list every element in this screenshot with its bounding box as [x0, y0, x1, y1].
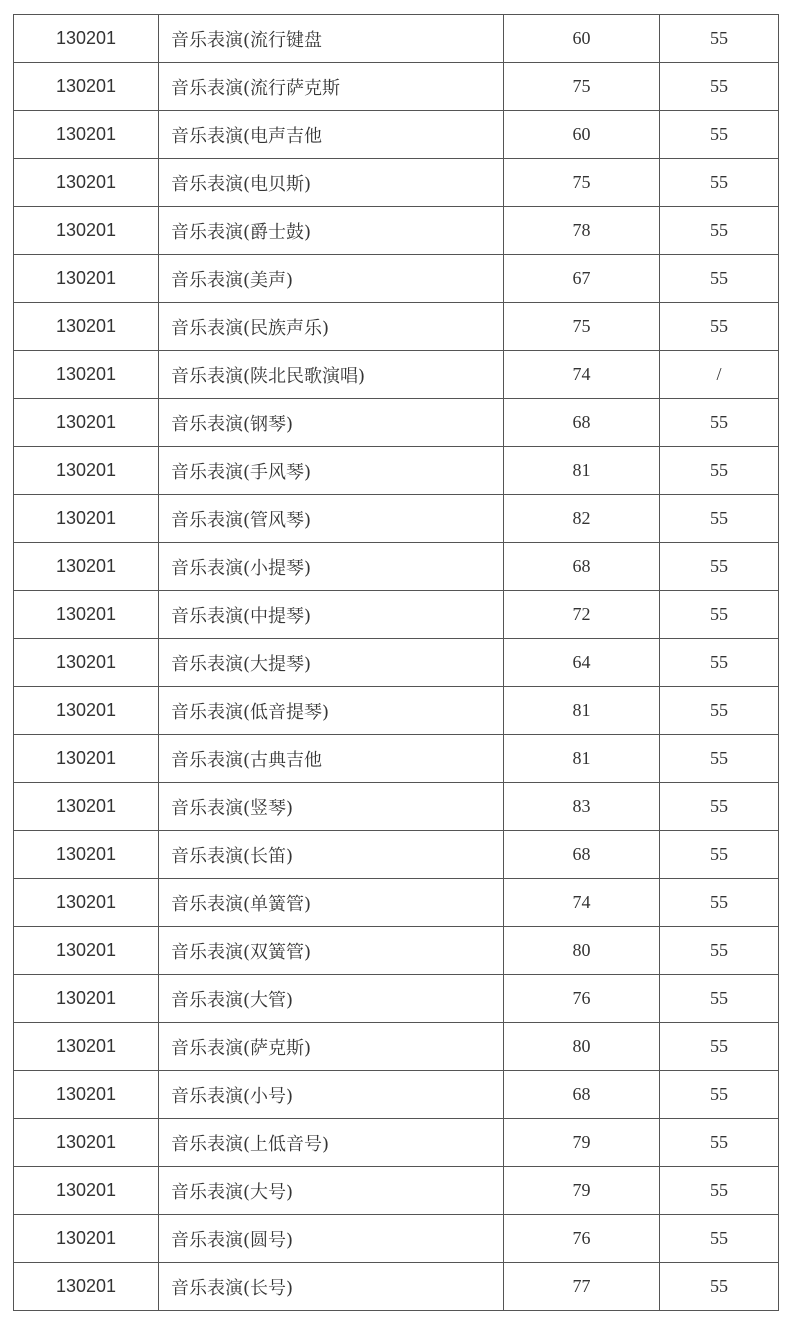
major-code-cell: 130201: [14, 591, 159, 639]
line-cell: 55: [660, 63, 779, 111]
line-cell: 55: [660, 111, 779, 159]
score-cell: 74: [504, 351, 660, 399]
major-code-cell: 130201: [14, 63, 159, 111]
score-cell: 68: [504, 1071, 660, 1119]
table-row: [14, 207, 779, 255]
major-code-cell: 130201: [14, 831, 159, 879]
line-cell: 55: [660, 639, 779, 687]
line-cell: 55: [660, 303, 779, 351]
table-row: [14, 687, 779, 735]
score-cell: 80: [504, 927, 660, 975]
line-cell: 55: [660, 1167, 779, 1215]
line-cell: 55: [660, 735, 779, 783]
major-code-cell: 130201: [14, 1167, 159, 1215]
table-row: [14, 111, 779, 159]
major-name-cell: 音乐表演(电贝斯): [159, 159, 504, 207]
major-code-cell: 130201: [14, 1071, 159, 1119]
score-cell: 67: [504, 255, 660, 303]
table-row: [14, 783, 779, 831]
major-name-cell: 音乐表演(钢琴): [159, 399, 504, 447]
score-cell: 75: [504, 63, 660, 111]
score-cell: 82: [504, 495, 660, 543]
score-cell: 72: [504, 591, 660, 639]
line-cell: 55: [660, 1071, 779, 1119]
line-cell: 55: [660, 831, 779, 879]
major-name-cell: 音乐表演(长号): [159, 1263, 504, 1311]
score-cell: 81: [504, 735, 660, 783]
major-code-cell: 130201: [14, 159, 159, 207]
score-cell: 77: [504, 1263, 660, 1311]
major-name-cell: 音乐表演(中提琴): [159, 591, 504, 639]
line-cell: 55: [660, 927, 779, 975]
line-cell: 55: [660, 783, 779, 831]
score-cell: 75: [504, 159, 660, 207]
line-cell: 55: [660, 687, 779, 735]
score-table-body: [14, 15, 779, 1311]
table-row: [14, 591, 779, 639]
major-code-cell: 130201: [14, 1119, 159, 1167]
line-cell: /: [660, 351, 779, 399]
line-cell: 55: [660, 1119, 779, 1167]
major-code-cell: 130201: [14, 927, 159, 975]
major-name-cell: 音乐表演(大管): [159, 975, 504, 1023]
major-code-cell: 130201: [14, 255, 159, 303]
score-cell: 81: [504, 687, 660, 735]
score-cell: 60: [504, 111, 660, 159]
line-cell: 55: [660, 207, 779, 255]
major-name-cell: 音乐表演(古典吉他: [159, 735, 504, 783]
major-name-cell: 音乐表演(上低音号): [159, 1119, 504, 1167]
table-row: [14, 879, 779, 927]
line-cell: 55: [660, 1263, 779, 1311]
score-cell: 76: [504, 975, 660, 1023]
major-code-cell: 130201: [14, 399, 159, 447]
major-name-cell: 音乐表演(圆号): [159, 1215, 504, 1263]
score-cell: 78: [504, 207, 660, 255]
major-name-cell: 音乐表演(民族声乐): [159, 303, 504, 351]
table-row: [14, 1215, 779, 1263]
major-name-cell: 音乐表演(电声吉他: [159, 111, 504, 159]
major-code-cell: 130201: [14, 495, 159, 543]
score-table: [13, 14, 779, 1311]
major-name-cell: 音乐表演(小提琴): [159, 543, 504, 591]
line-cell: 55: [660, 255, 779, 303]
major-name-cell: 音乐表演(手风琴): [159, 447, 504, 495]
major-code-cell: 130201: [14, 1263, 159, 1311]
major-code-cell: 130201: [14, 543, 159, 591]
score-cell: 60: [504, 15, 660, 63]
score-cell: 75: [504, 303, 660, 351]
major-code-cell: 130201: [14, 303, 159, 351]
score-cell: 68: [504, 399, 660, 447]
major-code-cell: 130201: [14, 639, 159, 687]
major-code-cell: 130201: [14, 783, 159, 831]
score-cell: 64: [504, 639, 660, 687]
score-cell: 79: [504, 1167, 660, 1215]
table-row: [14, 495, 779, 543]
major-name-cell: 音乐表演(大提琴): [159, 639, 504, 687]
table-row: [14, 447, 779, 495]
line-cell: 55: [660, 159, 779, 207]
major-code-cell: 130201: [14, 15, 159, 63]
table-row: [14, 255, 779, 303]
table-row: [14, 159, 779, 207]
major-name-cell: 音乐表演(流行键盘: [159, 15, 504, 63]
table-row: [14, 1071, 779, 1119]
major-name-cell: 音乐表演(大号): [159, 1167, 504, 1215]
line-cell: 55: [660, 1023, 779, 1071]
major-code-cell: 130201: [14, 447, 159, 495]
line-cell: 55: [660, 495, 779, 543]
major-name-cell: 音乐表演(陕北民歌演唱): [159, 351, 504, 399]
major-name-cell: 音乐表演(萨克斯): [159, 1023, 504, 1071]
table-row: [14, 975, 779, 1023]
major-name-cell: 音乐表演(管风琴): [159, 495, 504, 543]
major-code-cell: 130201: [14, 111, 159, 159]
table-row: [14, 351, 779, 399]
major-name-cell: 音乐表演(竖琴): [159, 783, 504, 831]
table-row: [14, 1167, 779, 1215]
major-name-cell: 音乐表演(低音提琴): [159, 687, 504, 735]
table-row: [14, 831, 779, 879]
table-row: [14, 735, 779, 783]
major-name-cell: 音乐表演(爵士鼓): [159, 207, 504, 255]
score-cell: 79: [504, 1119, 660, 1167]
major-code-cell: 130201: [14, 687, 159, 735]
table-row: [14, 63, 779, 111]
score-cell: 76: [504, 1215, 660, 1263]
major-name-cell: 音乐表演(双簧管): [159, 927, 504, 975]
score-cell: 83: [504, 783, 660, 831]
major-name-cell: 音乐表演(小号): [159, 1071, 504, 1119]
table-row: [14, 399, 779, 447]
major-name-cell: 音乐表演(流行萨克斯: [159, 63, 504, 111]
table-row: [14, 543, 779, 591]
major-name-cell: 音乐表演(单簧管): [159, 879, 504, 927]
major-name-cell: 音乐表演(美声): [159, 255, 504, 303]
major-code-cell: 130201: [14, 351, 159, 399]
major-code-cell: 130201: [14, 207, 159, 255]
table-row: [14, 303, 779, 351]
score-cell: 80: [504, 1023, 660, 1071]
score-cell: 74: [504, 879, 660, 927]
line-cell: 55: [660, 15, 779, 63]
table-row: [14, 15, 779, 63]
line-cell: 55: [660, 399, 779, 447]
table-row: [14, 639, 779, 687]
major-name-cell: 音乐表演(长笛): [159, 831, 504, 879]
major-code-cell: 130201: [14, 1215, 159, 1263]
major-code-cell: 130201: [14, 879, 159, 927]
table-row: [14, 1023, 779, 1071]
line-cell: 55: [660, 591, 779, 639]
line-cell: 55: [660, 975, 779, 1023]
line-cell: 55: [660, 879, 779, 927]
line-cell: 55: [660, 1215, 779, 1263]
major-code-cell: 130201: [14, 975, 159, 1023]
score-cell: 68: [504, 831, 660, 879]
line-cell: 55: [660, 447, 779, 495]
score-cell: 68: [504, 543, 660, 591]
table-row: [14, 1263, 779, 1311]
major-code-cell: 130201: [14, 735, 159, 783]
table-row: [14, 927, 779, 975]
table-row: [14, 1119, 779, 1167]
major-code-cell: 130201: [14, 1023, 159, 1071]
score-cell: 81: [504, 447, 660, 495]
line-cell: 55: [660, 543, 779, 591]
score-table-container: [13, 14, 778, 1311]
